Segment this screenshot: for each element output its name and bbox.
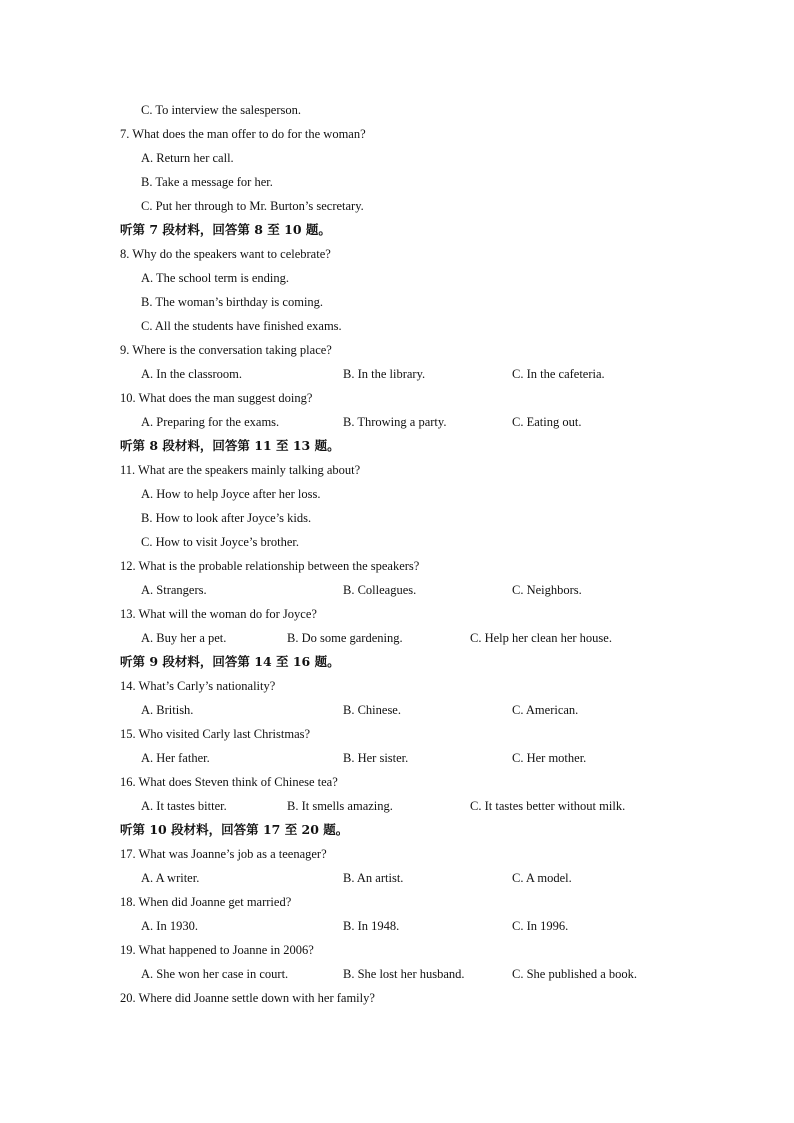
option-row xyxy=(141,578,701,602)
option-row xyxy=(141,410,701,434)
option-a: A. Buy her a pet. xyxy=(141,631,227,645)
option-c: C. She published a book. xyxy=(512,967,637,981)
option-text: C. All the students have finished exams. xyxy=(141,319,342,333)
option-c: C. Eating out. xyxy=(512,415,582,429)
question-text: 17. What was Joanne’s job as a teenager? xyxy=(120,847,327,861)
option-b: B. In 1948. xyxy=(343,919,400,933)
option-row xyxy=(141,962,701,986)
option-c: C. American. xyxy=(512,703,579,717)
question-text: 8. Why do the speakers want to celebrate? xyxy=(120,247,331,261)
option-b: B. In the library. xyxy=(343,367,426,381)
option-text: A. Return her call. xyxy=(141,151,234,165)
section-heading: 听第 7 段材料，回答第 8 至 10 题。 xyxy=(120,222,331,237)
option-c: C. Her mother. xyxy=(512,751,587,765)
option-b: B. Do some gardening. xyxy=(287,631,403,645)
option-text: C. How to visit Joyce’s brother. xyxy=(141,535,299,549)
option-text: A. The school term is ending. xyxy=(141,271,290,285)
option-row xyxy=(141,626,701,650)
option-row xyxy=(141,746,701,770)
option-text: B. How to look after Joyce’s kids. xyxy=(141,511,312,525)
section-heading: 听第 8 段材料，回答第 11 至 13 题。 xyxy=(120,438,340,453)
option-a: A. Preparing for the exams. xyxy=(141,415,280,429)
question-text: 7. What does the man offer to do for the woman? xyxy=(120,127,366,141)
question-text: 13. What will the woman do for Joyce? xyxy=(120,607,317,621)
option-b: B. It smells amazing. xyxy=(287,799,393,813)
question-text: 10. What does the man suggest doing? xyxy=(120,391,313,405)
option-a: A. British. xyxy=(141,703,194,717)
option-c: C. In the cafeteria. xyxy=(512,367,605,381)
option-text: A. How to help Joyce after her loss. xyxy=(141,487,321,501)
question-text: 9. Where is the conversation taking place? xyxy=(120,343,332,357)
option-c: C. A model. xyxy=(512,871,572,885)
option-b: B. She lost her husband. xyxy=(343,967,465,981)
question-text: 19. What happened to Joanne in 2006? xyxy=(120,943,314,957)
option-row xyxy=(141,914,701,938)
option-text: B. The woman’s birthday is coming. xyxy=(141,295,324,309)
option-a: A. Her father. xyxy=(141,751,210,765)
option-b: B. Her sister. xyxy=(343,751,409,765)
question-text: 15. Who visited Carly last Christmas? xyxy=(120,727,311,741)
option-row xyxy=(141,362,701,386)
option-c: C. It tastes better without milk. xyxy=(470,799,626,813)
option-a: A. A writer. xyxy=(141,871,200,885)
option-row xyxy=(141,794,701,818)
option-text: B. Take a message for her. xyxy=(141,175,273,189)
option-c: C. Neighbors. xyxy=(512,583,582,597)
option-text: C. Put her through to Mr. Burton’s secretary. xyxy=(141,199,364,213)
section-heading: 听第 10 段材料，回答第 17 至 20 题。 xyxy=(120,822,349,837)
question-text: 18. When did Joanne get married? xyxy=(120,895,292,909)
question-text: 11. What are the speakers mainly talking about? xyxy=(120,463,361,477)
option-b: B. Colleagues. xyxy=(343,583,417,597)
option-c: C. Help her clean her house. xyxy=(470,631,612,645)
option-a: A. In the classroom. xyxy=(141,367,243,381)
option-row xyxy=(141,698,701,722)
option-b: B. Chinese. xyxy=(343,703,401,717)
option-b: B. Throwing a party. xyxy=(343,415,447,429)
option-a: A. It tastes bitter. xyxy=(141,799,227,813)
section-heading: 听第 9 段材料，回答第 14 至 16 题。 xyxy=(120,654,340,669)
question-text: 16. What does Steven think of Chinese tea? xyxy=(120,775,338,789)
question-text: 14. What’s Carly’s nationality? xyxy=(120,679,276,693)
option-a: A. Strangers. xyxy=(141,583,207,597)
option-c: C. In 1996. xyxy=(512,919,569,933)
option-row xyxy=(141,866,701,890)
question-text: 20. Where did Joanne settle down with her family? xyxy=(120,991,375,1005)
option-b: B. An artist. xyxy=(343,871,404,885)
option-a: A. She won her case in court. xyxy=(141,967,289,981)
option-text: C. To interview the salesperson. xyxy=(141,103,301,117)
question-text: 12. What is the probable relationship between the speakers? xyxy=(120,559,420,573)
option-a: A. In 1930. xyxy=(141,919,198,933)
